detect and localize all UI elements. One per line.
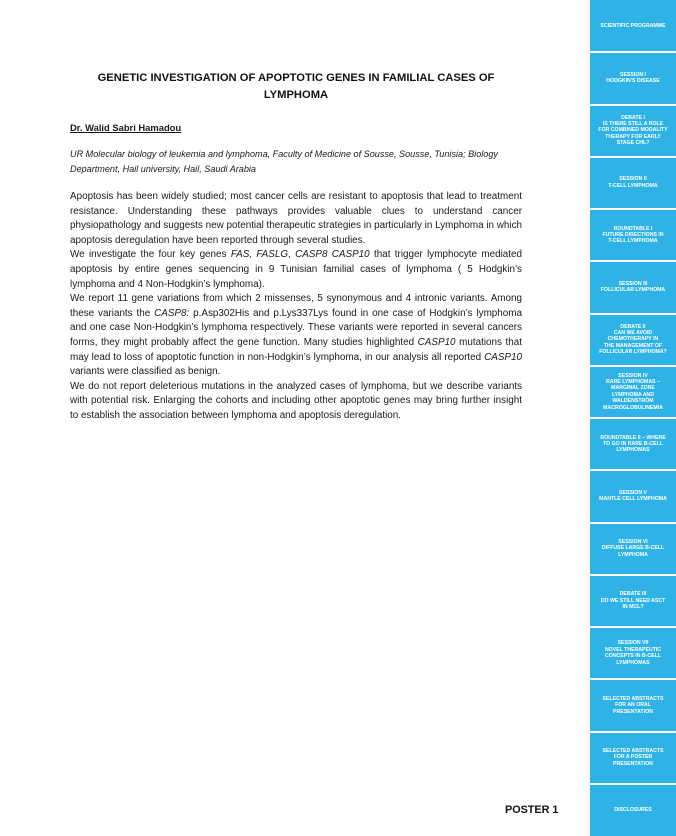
document-title: GENETIC INVESTIGATION OF APOPTOTIC GENES IN FAMILIAL CASES OF LYMPHOMA [97,72,495,101]
sidebar-nav-item[interactable]: SESSION III FOLLICULAR LYMPHOMA [600,280,666,294]
paragraph-text: We do not report deleterious mutations in the analyzed cases of lymphoma, but we describe variants with potential risk. Enlarging the cohorts and including other apoptotic genes may bring further insight to establish the association between lymphoma and apoptosis deregulation. [70,380,522,421]
paragraph-text: that trigger lymphocyte mediated apoptosis by entire genes sequencing in 9 Tunisian familial cases of lymphoma ( 5 Hodgkin’s lymphoma and 4 Non-Hodgkin’s lymphoma). [70,249,522,290]
sidebar-nav-item[interactable]: DEBATE I IS THERE STILL A ROLE FOR COMBINED MODALITY THERAPY FOR EARLY STAGE CHL? [598,114,668,147]
author-affiliation: UR Molecular biology of leukemia and lymphoma, Faculty of Medicine of Sousse, Sousse, Tunisia; Biology Department, Hail university, Hail, Saudi Arabia [70,149,498,174]
paragraph-text: variants were classified as benign. [70,366,221,378]
paragraph-text: p.Asp302His and p.Lys337Lys found in one case of Hodgkin’s lymphoma and one case Non-Hodgkin’s lymphoma respectively. These variants were reported in several cancers forms, they might probably affect the gene function. Many studies highlighted [70,307,522,348]
sidebar-nav-item[interactable]: SESSION I HODGKIN'S DISEASE [606,71,660,85]
paragraph-text: mutations that may lead to loss of apoptotic function in non-Hodgkin’s lymphoma, in our analysis all reported [70,336,522,363]
sidebar-nav-item[interactable]: ROUNDTABLE II – WHERE TO GO IN RARE B-CELL LYMPHOMAS [600,434,666,454]
sidebar-nav-item[interactable]: DEBATE III DO WE STILL NEED ASCT IN MCL? [600,591,666,611]
paragraph-text: Apoptosis has been widely studied; most cancer cells are resistant to apoptosis that lead to treatment resistance. Understanding these pathways provides valuable clues to understand cancer physiopathology and suggests new potential therapeutic strategies in particularly in Lymphoma in which apoptosis deregulation have been reported through several studies. [70,191,522,246]
gene-name-italic: CASP10 [417,336,456,348]
abstract-body [70,190,522,424]
sidebar-nav-item[interactable]: SESSION V MANTLE CELL LYMPHOMA [599,489,667,503]
paragraph-text: We report 11 gene variations from which 2 missenses, 5 synonymous and 4 intronic variants. Among these variants the [70,293,522,319]
sidebar-nav-item[interactable]: SESSION VII NOVEL THERAPEUTIC CONCEPTS IN B-CELL LYMPHOMAS [604,640,662,666]
sidebar-nav-item[interactable]: DEBATE II CAN WE AVOID CHEMOTHERAPY IN THE MANAGEMENT OF FOLLICULAR LYMPHOMA? [599,323,667,356]
sidebar-nav-item[interactable]: ROUNDTABLE I FUTURE DIRECTIONS IN T-CELL LYMPHOMA [602,225,664,245]
section-navigation-sidebar [590,0,676,836]
sidebar-nav-item[interactable]: SCIENTIFIC PROGRAMME [600,22,666,29]
gene-name-italic: CASP10 [484,351,522,363]
abstract-paragraph [70,248,522,292]
sidebar-nav-item[interactable]: SELECTED ABSTRACTS FOR A POSTER PRESENTATION [602,748,664,767]
paragraph-text: We investigate the four key genes [70,249,231,261]
sidebar-nav-item[interactable]: SESSION II T-CELL LYMPHOMA [608,176,658,189]
sidebar-nav-item[interactable]: SESSION IV RARE LYMPHOMAS – MARGINAL ZONE LYMPHOMA AND WALDENSTRÖM MACROGLOBULINEMIA [603,372,663,411]
gene-name-italic: CASP8 CASP10 [295,249,370,261]
abstract-paragraph [70,292,522,380]
abstract-paragraph [70,190,522,248]
sidebar-nav-item[interactable]: SELECTED ABSTRACTS FOR AN ORAL PRESENTATION [602,695,664,715]
gene-name-italic: FAS, FASLG [230,249,288,261]
sidebar-nav-item[interactable]: DISCLOSURES [614,806,652,813]
paragraph-text: , [288,249,296,261]
poster-number-label: POSTER 1 [505,804,559,816]
sidebar-nav-item[interactable]: SESSION VI DIFFUSE LARGE B-CELL LYMPHOMA [601,539,665,558]
author-name: Dr. Walid Sabri Hamadou [70,122,182,133]
gene-name-italic: CASP8: [154,307,190,319]
abstract-paragraph [70,380,522,424]
